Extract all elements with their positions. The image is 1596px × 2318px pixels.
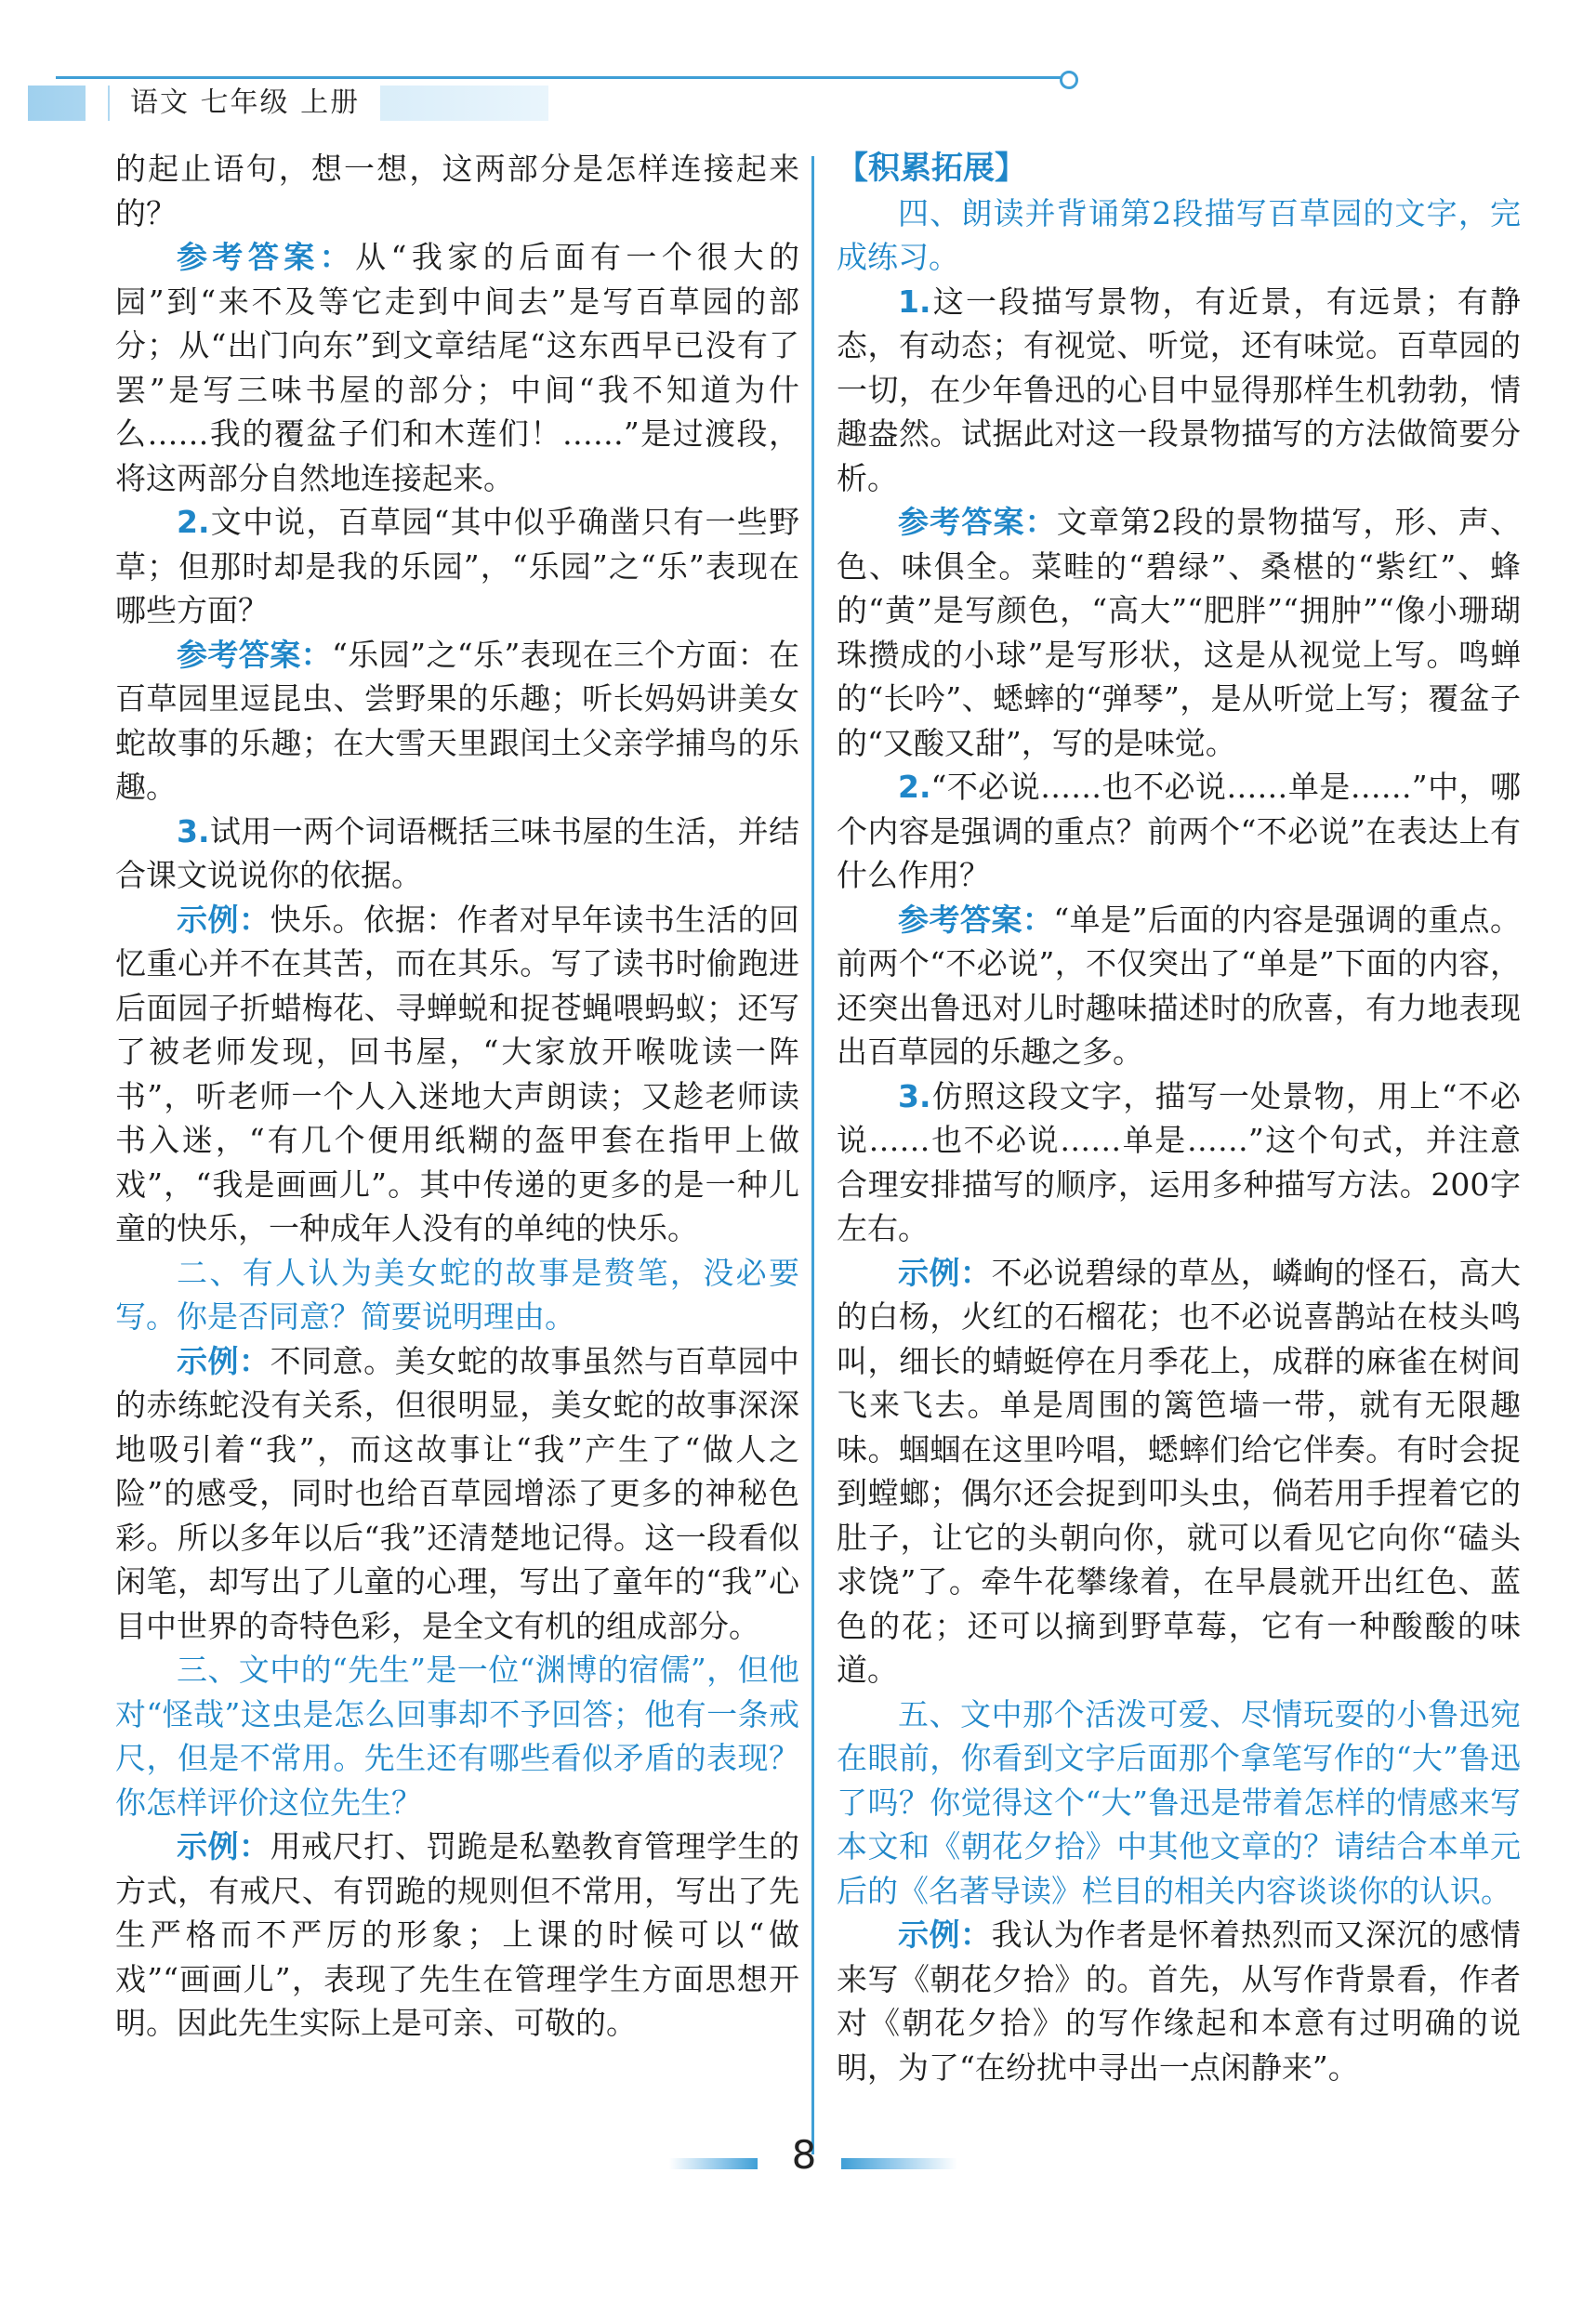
- paragraph: [837, 500, 1521, 765]
- paragraph-text: 快乐。依据：作者对早年读书生活的回忆重心并不在其苦，而在其乐。写了读书时偷跑进后面园子折蜡梅花、寻蝉蜕和捉苍蝇喂蚂蚁；还写了被老师发现，回书屋，“大家放开喉咙读一阵书”，听老师一个人入迷地大声朗读；又趁老师读书入迷，“有几个便用纸糊的盔甲套在指甲上做戏”，“我是画画儿”。其中传递的更多的是一种儿童的快乐，一种成年人没有的单纯的快乐。: [115, 901, 800, 1246]
- paragraph-text: 二、有人认为美女蛇的故事是赘笔，没必要写。你是否同意？简要说明理由。: [115, 1254, 799, 1335]
- paragraph: [115, 810, 799, 898]
- answer-label: 示例：: [898, 1916, 992, 1953]
- paragraph: [115, 633, 799, 810]
- paragraph: [837, 280, 1521, 501]
- paragraph-text: 文中说，百草园“其中似乎确凿只有一些野草；但那时却是我的乐园”，“乐园”之“乐”表现在哪些方面？: [115, 504, 799, 628]
- answer-label: 示例：: [177, 901, 270, 938]
- page-number: 8: [791, 2132, 817, 2178]
- paragraph-text: 从“我家的后面有一个很大的园”到“来不及等它走到中间去”是写百草园的部分；从“出门向东”到文章结尾“这东西早已没有了罢”是写三味书屋的部分；中间“我不知道为什么……我的覆盆子们和木莲们！……”是过渡段，将这两部分自然地连接起来。: [115, 239, 800, 496]
- paragraph-text: 的起止语句，想一想，这两部分是怎样连接起来的？: [115, 151, 799, 231]
- paragraph: [837, 1913, 1521, 2089]
- paragraph-text: 五、文中那个活泼可爱、尽情玩耍的小鲁迅宛在眼前，你看到文字后面那个拿笔写作的“大”鲁迅了吗？你觉得这个“大”鲁迅是带着怎样的情感来写本文和《朝花夕拾》中其他文章的？请结合本单元后的《名著导读》栏目的相关内容谈谈你的认识。: [837, 1695, 1521, 1909]
- header-rule: [56, 76, 1064, 79]
- paragraph-text: 仿照这段文字，描写一处景物，用上“不必说……也不必说……单是……”这个句式，并注意合理安排描写的顺序，运用多种描写方法。200字左右。: [837, 1077, 1521, 1246]
- paragraph-text: 用戒尺打、罚跪是私塾教育管理学生的方式，有戒尺、有罚跪的规则但不常用，写出了先生严格而不严厉的形象；上课的时候可以“做戏”“画画儿”，表现了先生在管理学生方面思想开明。因此先生实际上是可亲、可敬的。: [115, 1828, 800, 2041]
- question-heading: [837, 191, 1521, 280]
- running-header-title: 语文 七年级 上册: [110, 84, 380, 123]
- answer-label: 示例：: [177, 1828, 270, 1864]
- paragraph-text: 【积累拓展】: [837, 150, 1026, 187]
- question-heading: [837, 1692, 1521, 1914]
- paragraph: [115, 500, 799, 633]
- paragraph-text: “单是”后面的内容是强调的重点。前两个“不必说”，不仅突出了“单是”下面的内容，还突出鲁迅对儿时趣味描述时的欣喜，有力地表现出百草园的乐趣之多。: [837, 901, 1521, 1070]
- paragraph: [115, 1339, 799, 1649]
- paragraph-text: 这一段描写景物，有近景，有远景；有静态，有动态；有视觉、听觉，还有味觉。百草园的一切，在少年鲁迅的心目中显得那样生机勃勃，情趣盎然。试据此对这一段景物描写的方法做简要分析。: [837, 283, 1521, 496]
- answer-label: 示例：: [898, 1254, 992, 1291]
- paragraph-text: 文章第2段的景物描写，形、声、色、味俱全。菜畦的“碧绿”、桑椹的“紫红”、蜂的“黄”是写颜色，“高大”“肥胖”“拥肿”“像小珊瑚珠攒成的小球”是写形状，这是从视觉上写。鸣蝉的“长吟”、蟋蟀的“弹琴”，是从听觉上写；覆盆子的“又酸又甜”，写的是味觉。: [837, 504, 1522, 761]
- left-column: [115, 147, 799, 2046]
- right-column: [837, 147, 1521, 2089]
- header-band-notch: [86, 86, 108, 121]
- question-number: 2.: [898, 769, 931, 805]
- footer-decoration-right: [841, 2158, 957, 2169]
- column-divider: [811, 156, 814, 2154]
- paragraph: [115, 898, 799, 1251]
- paragraph-text: 三、文中的“先生”是一位“渊博的宿儒”，但他对“怪哉”这虫是怎么回事却不予回答；他有一条戒尺，但是不常用。先生还有哪些看似矛盾的表现？你怎样评价这位先生？: [115, 1652, 799, 1821]
- paragraph: [837, 1251, 1521, 1692]
- answer-label: 参考答案：: [177, 239, 356, 275]
- paragraph-text: 不同意。美女蛇的故事虽然与百草园中的赤练蛇没有关系，但很明显，美女蛇的故事深深地吸引着“我”，而这故事让“我”产生了“做人之险”的感受，同时也给百草园增添了更多的神秘色彩。所以多年以后“我”还清楚地记得。这一段看似闲笔，却写出了儿童的心理，写出了童年的“我”心目中世界的奇特色彩，是全文有机的组成部分。: [115, 1342, 800, 1644]
- paragraph: [837, 898, 1521, 1074]
- answer-label: 参考答案：: [898, 901, 1054, 938]
- footer-decoration-left: [669, 2158, 758, 2169]
- paragraph: [115, 235, 799, 500]
- question-heading: [115, 1251, 799, 1339]
- answer-label: 示例：: [177, 1342, 270, 1379]
- answer-label: 参考答案：: [177, 636, 333, 673]
- paragraph: [837, 1074, 1521, 1251]
- question-number: 1.: [898, 283, 931, 320]
- paragraph-text: 试用一两个词语概括三味书屋的生活，并结合课文说说你的依据。: [115, 812, 799, 893]
- paragraph-text: “不必说……也不必说……单是……”中，哪个内容是强调的重点？前两个“不必说”在表达上有什么作用？: [837, 769, 1521, 893]
- question-heading: [115, 1648, 799, 1824]
- paragraph: [115, 1824, 799, 2046]
- paragraph-text: 我认为作者是怀着热烈而又深沉的感情来写《朝花夕拾》的。首先，从写作背景看，作者对《朝花夕拾》的写作缘起和本意有过明确的说明，为了“在纷扰中寻出一点闲静来”。: [837, 1916, 1522, 2086]
- paragraph-text: “乐园”之“乐”表现在三个方面：在百草园里逗昆虫、尝野果的乐趣；听长妈妈讲美女蛇故事的乐趣；在大雪天里跟闰土父亲学捕鸟的乐趣。: [115, 636, 800, 805]
- question-number: 3.: [898, 1077, 931, 1114]
- header-rule-end-dot: [1060, 71, 1078, 89]
- question-number: 2.: [177, 504, 210, 540]
- paragraph: [115, 147, 799, 235]
- paragraph-text: 不必说碧绿的草丛，嶙峋的怪石，高大的白杨，火红的石榴花；也不必说喜鹊站在枝头鸣叫，细长的蜻蜓停在月季花上，成群的麻雀在树间飞来飞去。单是周围的篱笆墙一带，就有无限趣味。蝈蝈在这里吟唱，蟋蟀们给它伴奏。有时会捉到螳螂；偶尔还会捉到叩头虫，倘若用手捏着它的肚子，让它的头朝向你，就可以看见它向你“磕头求饶”了。牵牛花攀缘着，在早晨就开出红色、蓝色的花；还可以摘到野草莓，它有一种酸酸的味道。: [837, 1254, 1522, 1688]
- question-number: 3.: [177, 812, 210, 849]
- paragraph: [837, 765, 1521, 898]
- answer-label: 参考答案：: [898, 504, 1057, 540]
- section-heading: [837, 147, 1521, 191]
- paragraph-text: 四、朗读并背诵第2段描写百草园的文字，完成练习。: [837, 194, 1521, 275]
